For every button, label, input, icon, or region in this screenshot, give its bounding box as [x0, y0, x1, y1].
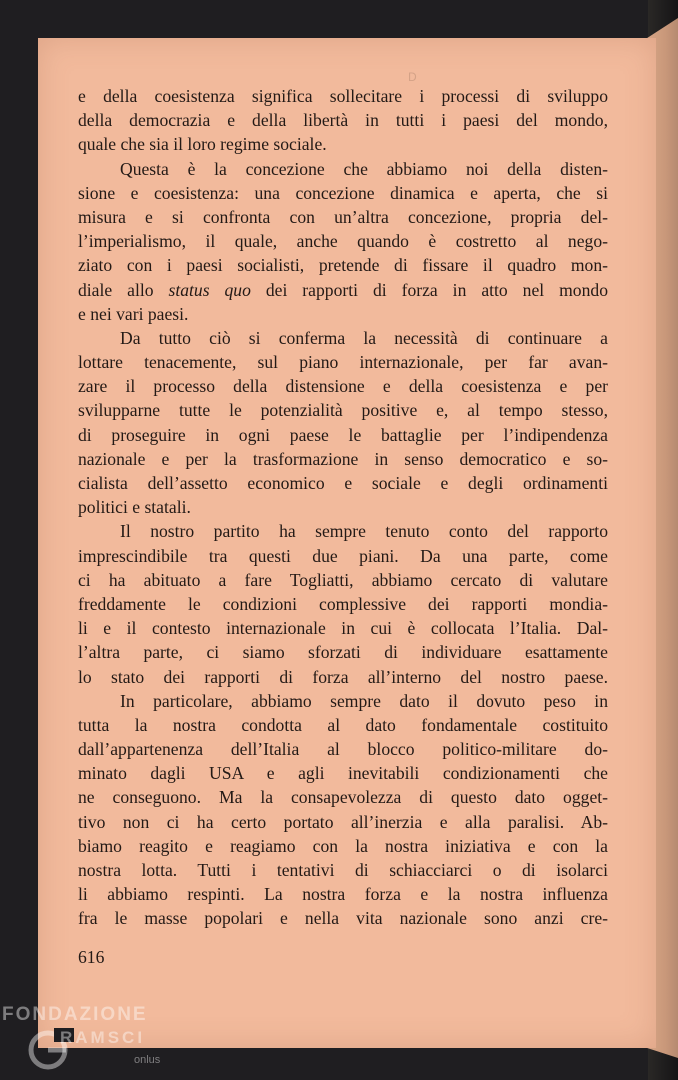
- text-line: l’imperialismo, il quale, anche quando è costretto al nego-: [78, 231, 608, 252]
- italic-phrase: status quo: [168, 279, 251, 300]
- text-line: [78, 278, 608, 302]
- watermark-line3: onlus: [134, 1054, 161, 1066]
- text-line: misura e si confronta con un’altra concezione, propria del-: [78, 206, 608, 227]
- text-line: Questa è la concezione che abbiamo noi della disten-: [120, 158, 608, 179]
- text-line: li abbiamo respinti. La nostra forza e la nostra influenza: [78, 884, 608, 905]
- text-line: nazionale e per la trasformazione in senso democratico e so-: [78, 448, 608, 469]
- text-line: quale che sia il loro regime sociale.: [78, 134, 327, 155]
- text-line: nostra lotta. Tutti i tentativi di schiacciarci o di isolarci: [78, 860, 608, 880]
- text-line: Il nostro partito ha sempre tenuto conto del rapporto: [120, 521, 608, 542]
- text-line: ci ha abituato a fare Togliatti, abbiamo cercato di valutare: [78, 569, 608, 590]
- text-line: cialista dell’assetto economico e sociale e degli ordinamenti: [78, 473, 608, 493]
- text-line: svilupparne tutte le potenzialità positive e, al tempo stesso,: [78, 400, 608, 421]
- text-line: l’altra parte, ci siamo sforzati di individuare esattamente: [78, 642, 608, 663]
- watermark-line1: FONDAZIONE: [2, 1004, 148, 1025]
- text-line: della democrazia e della libertà in tutti i paesi del mondo,: [78, 110, 608, 131]
- text-line: di proseguire in ogni paese le battaglie per l’indipendenza: [78, 424, 608, 445]
- text-line: tivo non ci ha certo portato all’inerzia e alla paralisi. Ab-: [78, 811, 608, 832]
- text-line: lottare tenacemente, sul piano internazionale, per far avan-: [78, 352, 608, 373]
- text-line: lo stato dei rapporti di forza all’interno del nostro paese.: [78, 666, 608, 687]
- faint-mark: D: [408, 70, 417, 84]
- text-line: ziato con i paesi socialisti, pretende di fissare il quadro mon-: [78, 255, 608, 276]
- text-line: tutta la nostra condotta al dato fondamentale costituito: [78, 714, 608, 735]
- text-line: freddamente le condizioni complessive dei rapporti mondia-: [78, 593, 608, 614]
- text-line: zare il processo della distensione e della coesistenza e per: [78, 376, 608, 397]
- text-segment: dei rapporti di forza in atto nel mondo: [250, 279, 608, 300]
- text-segment: diale allo: [78, 279, 169, 300]
- text-line: fra le masse popolari e nella vita nazionale sono anzi cre-: [78, 908, 608, 929]
- text-line: imprescindibile tra questi due piani. Da una parte, come: [78, 545, 608, 566]
- text-line: Da tutto ciò si conferma la necessità di continuare a: [120, 327, 608, 348]
- page-number: 616: [78, 947, 105, 967]
- watermark-line2: RAMSCI: [60, 1028, 146, 1047]
- watermark: [2, 1004, 182, 1080]
- text-line: e nei vari paesi.: [78, 303, 189, 324]
- text-line: ne conseguono. Ma la consapevolezza di questo dato ogget-: [78, 787, 608, 808]
- text-line: dall’appartenenza dell’Italia al blocco politico-militare do-: [78, 739, 608, 760]
- text-line: e della coesistenza significa sollecitare i processi di sviluppo: [78, 86, 608, 106]
- page-text: [78, 84, 608, 931]
- text-line: minato dagli USA e agli inevitabili condizionamenti che: [78, 763, 608, 784]
- text-line: In particolare, abbiamo sempre dato il dovuto peso in: [120, 690, 608, 711]
- text-line: politici e statali.: [78, 497, 191, 518]
- text-line: sione e coesistenza: una concezione dinamica e aperta, che si: [78, 182, 608, 203]
- text-line: li e il contesto internazionale in cui è collocata l’Italia. Dal-: [78, 618, 608, 639]
- text-line: biamo reagito e reagiamo con la nostra iniziativa e con la: [78, 835, 608, 856]
